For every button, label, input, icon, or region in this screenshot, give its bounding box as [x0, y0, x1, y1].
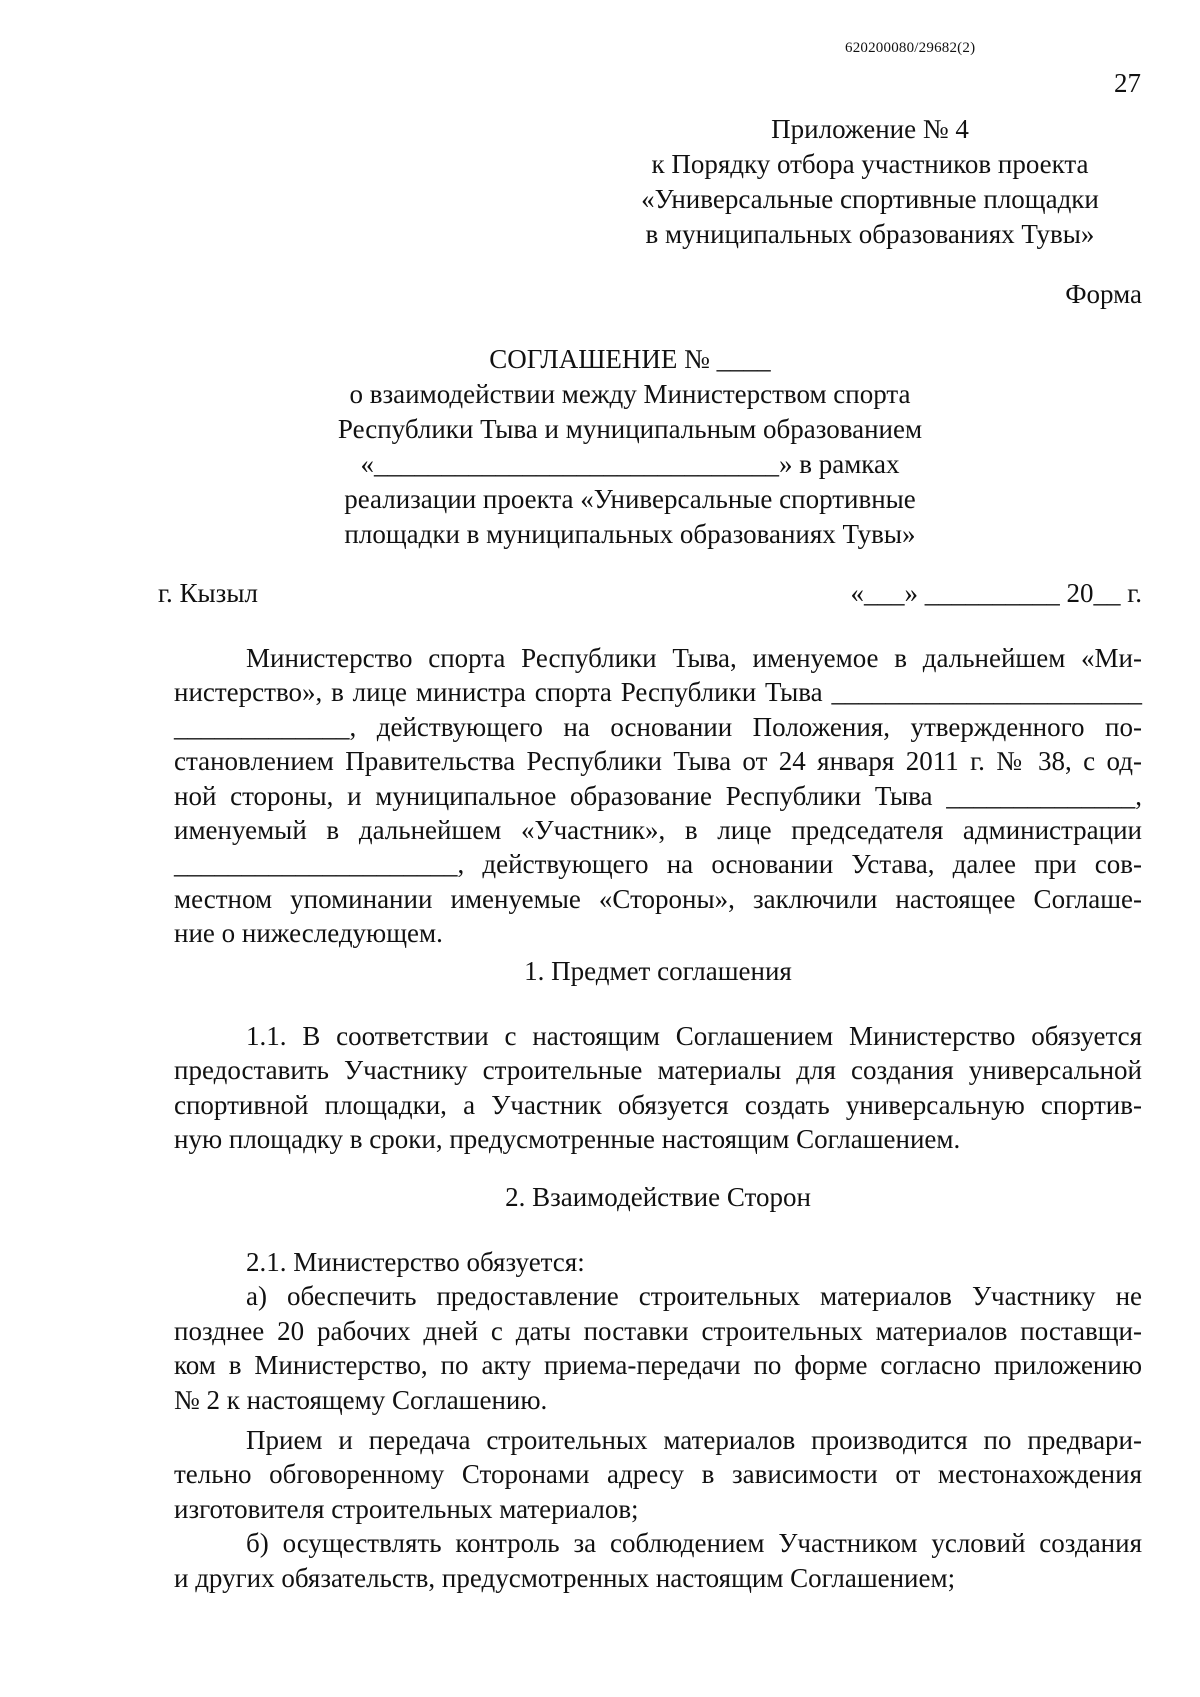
- title-line: «______________________________» в рамках: [360, 449, 900, 479]
- section-1-line: предоставить Участнику строительные материалы для создания универсальной: [174, 1055, 1142, 1086]
- section-1-line: ную площадку в сроки, предусмотренные настоящим Соглашением.: [174, 1124, 961, 1155]
- section-2-subheading: 2.1. Министерство обязуется:: [246, 1247, 585, 1277]
- preamble-line: Министерство спорта Республики Тыва, именуемое в дальнейшем «Ми-: [246, 643, 1142, 673]
- appendix-line: Приложение № 4: [771, 114, 969, 144]
- preamble-line: местном упоминании именуемые «Стороны», заключили настоящее Соглаше-: [174, 883, 1142, 914]
- section-2-body: [174, 1245, 1142, 1595]
- transfer-line: изготовителя строительных материалов;: [174, 1493, 639, 1524]
- place-of-signing: г. Кызыл: [158, 578, 258, 608]
- preamble-line: _____________, действующего на основании Положения, утвержденного по-: [174, 711, 1142, 742]
- title-line: Республики Тыва и муниципальным образованием: [337, 414, 923, 444]
- item-a-line: № 2 к настоящему Соглашению.: [174, 1384, 548, 1415]
- appendix-line: «Универсальные спортивные площадки: [641, 184, 1099, 214]
- form-label: Форма: [1065, 279, 1142, 309]
- preamble-line: ной стороны, и муниципальное образование Республики Тыва ______________,: [174, 780, 1142, 811]
- item-a-line: а) обеспечить предоставление строительных материалов Участнику не: [246, 1281, 1142, 1312]
- preamble-line: _____________________, действующего на основании Устава, далее при сов-: [174, 849, 1142, 880]
- title-line: о взаимодействии между Министерством спорта: [349, 379, 911, 409]
- item-a-line: позднее 20 рабочих дней с даты поставки строительных материалов поставщи-: [174, 1315, 1142, 1346]
- transfer-line: Прием и передача строительных материалов производится по предвари-: [246, 1424, 1142, 1455]
- title-line: площадки в муниципальных образованиях Тувы»: [344, 519, 916, 549]
- title-line: реализации проекта «Универсальные спортивные: [344, 484, 916, 514]
- preamble-line: становлением Правительства Республики Тыва от 24 января 2011 г. № 38, с од-: [174, 746, 1142, 777]
- section-1-heading: 1. Предмет соглашения: [524, 956, 792, 986]
- appendix-line: к Порядку отбора участников проекта: [651, 149, 1089, 179]
- transfer-line: тельно обговоренному Сторонами адресу в зависимости от местонахождения: [174, 1459, 1142, 1490]
- appendix-reference: [600, 112, 1140, 252]
- item-b-line: и других обязательств, предусмотренных настоящим Соглашением;: [174, 1562, 956, 1593]
- section-1-body: [174, 1019, 1142, 1157]
- date-of-signing: «___» __________ 20__ г.: [850, 578, 1142, 608]
- title-line: СОГЛАШЕНИЕ № ____: [489, 344, 771, 374]
- preamble-line: именуемый в дальнейшем «Участник», в лице председателя администрации: [174, 814, 1142, 845]
- section-1-line: 1.1. В соответствии с настоящим Соглашением Министерство обязуется: [246, 1021, 1142, 1051]
- preamble-line: ние о нижеследующем.: [174, 918, 443, 949]
- preamble: [174, 641, 1142, 951]
- appendix-line: в муниципальных образованиях Тувы»: [645, 219, 1095, 249]
- agreement-title: [330, 342, 930, 552]
- item-a-line: ком в Министерство, по акту приема-передачи по форме согласно приложению: [174, 1350, 1142, 1381]
- document-id: 620200080/29682(2): [845, 40, 976, 56]
- section-2-heading: 2. Взаимодействие Сторон: [505, 1182, 811, 1212]
- section-1-line: спортивной площадки, а Участник обязуется создать универсальную спортив-: [174, 1089, 1142, 1120]
- item-b-line: б) осуществлять контроль за соблюдением Участником условий создания: [246, 1528, 1142, 1559]
- preamble-line: нистерство», в лице министра спорта Республики Тыва _______________________: [174, 677, 1142, 708]
- page-number: 27: [1114, 68, 1141, 98]
